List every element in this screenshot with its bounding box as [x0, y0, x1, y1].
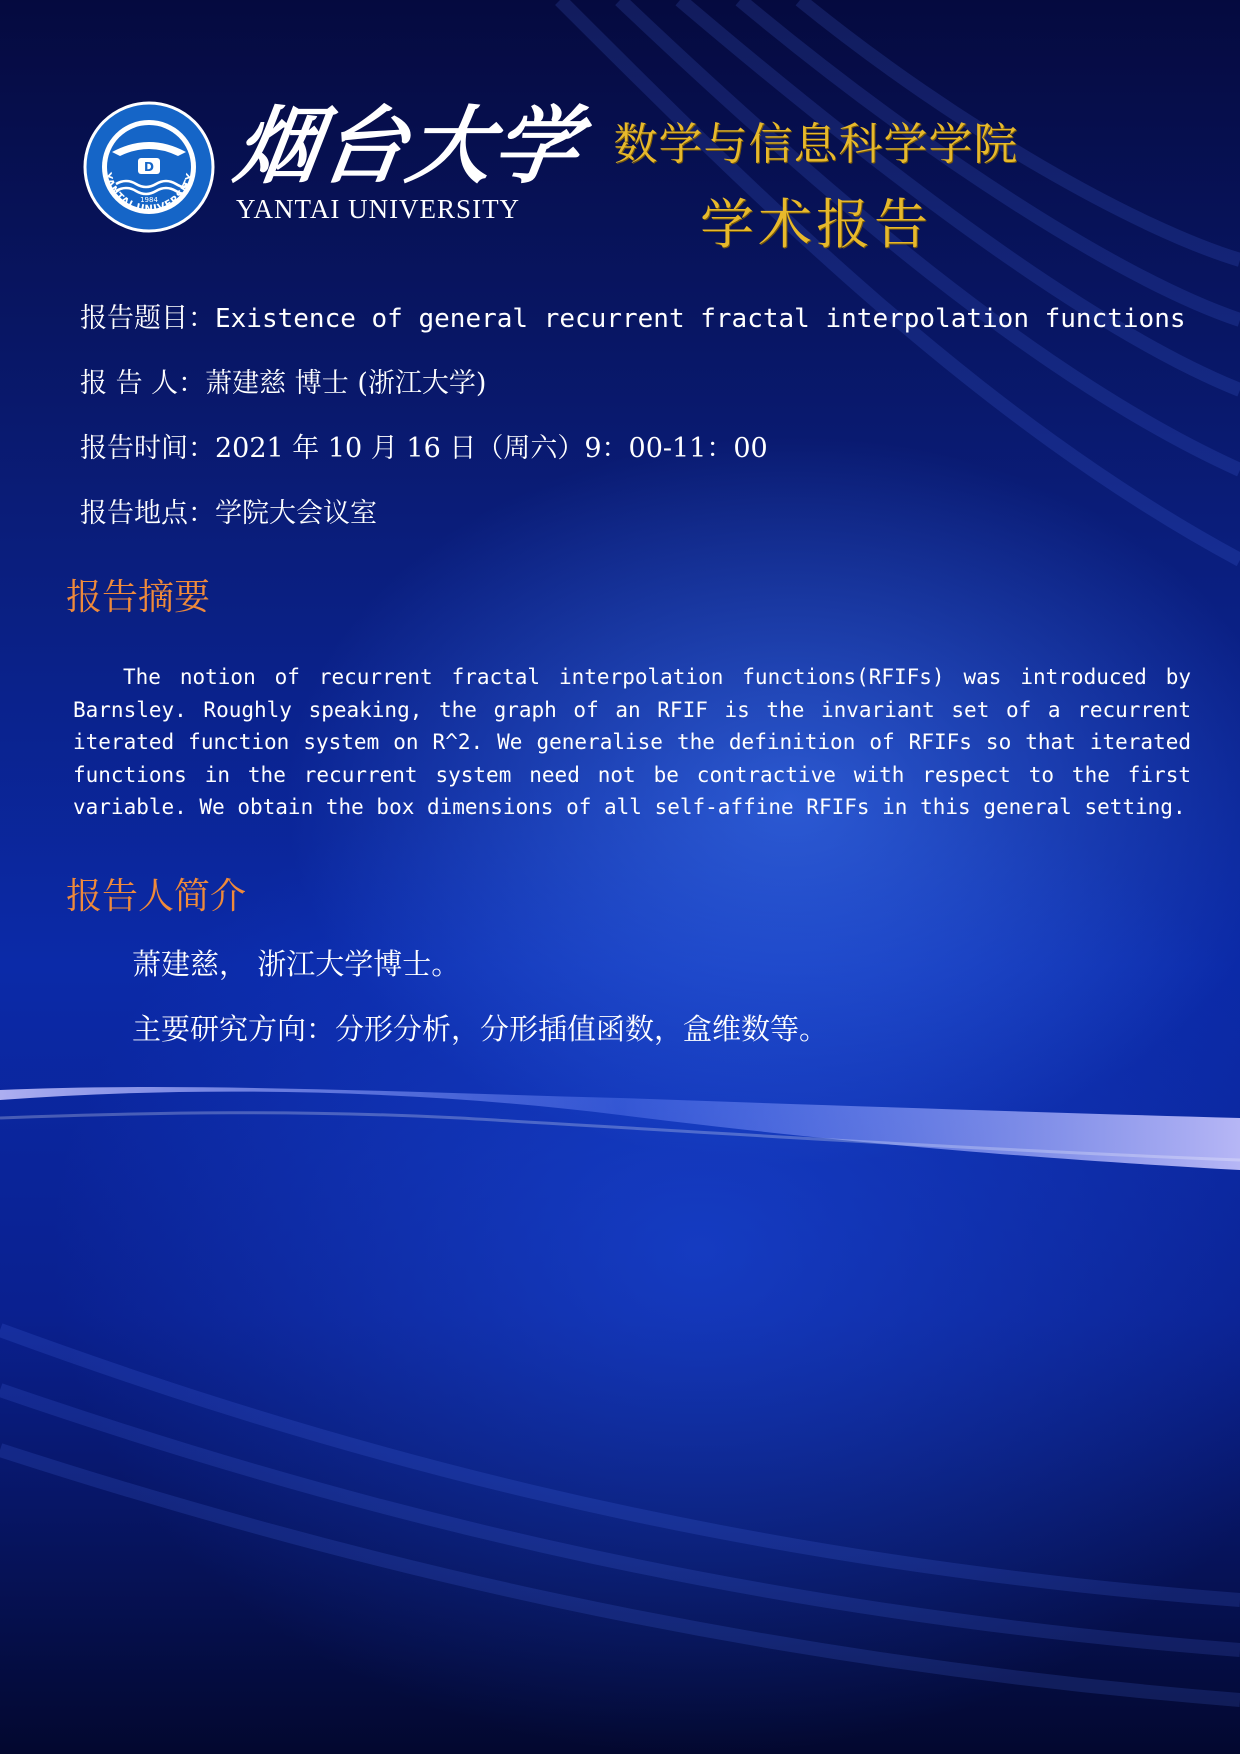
seal-text: YANTAI UNIVERSITY	[101, 171, 197, 216]
svg-text:D: D	[144, 160, 154, 174]
speaker-value: 萧建慈 博士 (浙江大学)	[205, 368, 487, 399]
place-line	[80, 491, 377, 530]
seal-year: 1984	[140, 196, 158, 204]
report-title-label: 报告题目：	[80, 303, 215, 334]
report-type-title: 学术报告	[700, 193, 932, 256]
school-name: 数学与信息科学学院	[613, 119, 1019, 170]
speaker-bio-line-2: 主要研究方向：分形分析，分形插值函数，盒维数等。	[132, 1012, 829, 1046]
speaker-bio-line-1: 萧建慈， 浙江大学博士。	[132, 947, 461, 981]
speaker-bio-heading: 报告人简介	[66, 876, 247, 917]
abstract-text: The notion of recurrent fractal interpolation functions(RFIFs) was introduced by Barnsley. Roughly speaking, the graph of an RFIF is the invariant set of a recurrent iterated function system on R^2. We generalise the definition of RFIFs so that iterated functions in the recurrent system need not be contractive with respect to the first variable. We obtain the box dimensions of all self-affine RFIFs in this general setting.	[73, 665, 1191, 819]
place-label: 报告地点：	[80, 498, 215, 529]
speaker-label: 报 告 人：	[80, 368, 206, 399]
university-seal-logo	[82, 100, 216, 234]
place-value: 学院大会议室	[215, 498, 377, 529]
university-name-en: YANTAI UNIVERSITY	[236, 194, 521, 224]
time-line	[80, 426, 768, 465]
abstract-heading: 报告摘要	[66, 577, 211, 618]
time-value: 2021 年 10 月 16 日（周六）9：00-11：00	[215, 433, 768, 464]
report-title-line	[80, 296, 1186, 335]
university-name-cn: 烟台大学	[229, 96, 588, 195]
speaker-line	[80, 361, 486, 400]
report-title-value: Existence of general recurrent fractal interpolation functions	[215, 304, 1186, 334]
university-wordmark	[229, 96, 588, 225]
time-label: 报告时间：	[80, 433, 215, 464]
